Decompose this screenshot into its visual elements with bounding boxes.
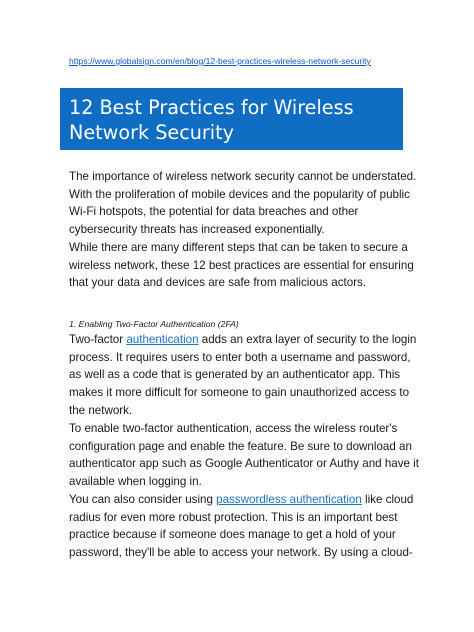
text-line: the network. bbox=[69, 403, 133, 417]
passwordless-paragraph bbox=[69, 491, 414, 562]
text-fragment: like cloud bbox=[361, 493, 414, 506]
text-fragment: Two-factor bbox=[69, 333, 127, 346]
text-line: With the proliferation of mobile devices and the popularity of public bbox=[69, 187, 410, 201]
text-line: authenticator app such as Google Authenticator or Authy and have it bbox=[69, 457, 419, 471]
text-line: process. It requires users to enter both a username and password, bbox=[69, 350, 411, 364]
title-line-1: 12 Best Practices for Wireless bbox=[69, 96, 354, 119]
text-line: Wi-Fi hotspots, the potential for data breaches and other bbox=[69, 205, 359, 219]
text-line: password, they'll be able to access your network. By using a cloud- bbox=[69, 546, 413, 560]
text-line: radius for even more robust protection. This is an important best bbox=[69, 510, 398, 524]
text-line bbox=[69, 491, 414, 509]
authentication-link[interactable]: authentication bbox=[126, 333, 199, 346]
text-line: While there are many different steps that can be taken to secure a bbox=[69, 241, 408, 254]
intro-paragraph bbox=[69, 168, 417, 239]
text-line: wireless network, these 12 best practices are essential for ensuring bbox=[69, 258, 414, 272]
source-url-link[interactable]: https://www.globalsign.com/en/blog/12-best-practices-wireless-network-security bbox=[69, 56, 371, 66]
text-line: The importance of wireless network security cannot be understated. bbox=[69, 170, 417, 183]
text-line: as well as a code that is generated by an authenticator app. This bbox=[69, 368, 401, 382]
enable-2fa-paragraph bbox=[69, 420, 419, 491]
title-line-2: Network Security bbox=[69, 121, 235, 144]
page-title bbox=[69, 95, 403, 145]
text-fragment: You can also consider using bbox=[69, 493, 217, 506]
text-line: To enable two-factor authentication, access the wireless router's bbox=[69, 422, 398, 435]
intro-paragraph-2 bbox=[69, 239, 414, 292]
section-heading-2fa: 1. Enabling Two-Factor Authentication (2FA) bbox=[69, 319, 239, 329]
text-line: available when logging in. bbox=[69, 475, 202, 489]
title-banner bbox=[60, 88, 403, 150]
passwordless-authentication-link[interactable]: passwordless authentication bbox=[216, 493, 362, 506]
text-line: configuration page and enable the feature. Be sure to download an bbox=[69, 439, 412, 453]
text-line: cybersecurity threats has increased exponentially. bbox=[69, 223, 325, 237]
text-line: practice because if someone does manage to get a hold of your bbox=[69, 528, 396, 542]
text-line bbox=[69, 331, 417, 349]
two-factor-paragraph bbox=[69, 331, 417, 420]
text-fragment: adds an extra layer of security to the login bbox=[198, 333, 417, 346]
text-line: that your data and devices are safe from malicious actors. bbox=[69, 276, 367, 290]
text-line: makes it more difficult for someone to gain unauthorized access to bbox=[69, 386, 410, 400]
